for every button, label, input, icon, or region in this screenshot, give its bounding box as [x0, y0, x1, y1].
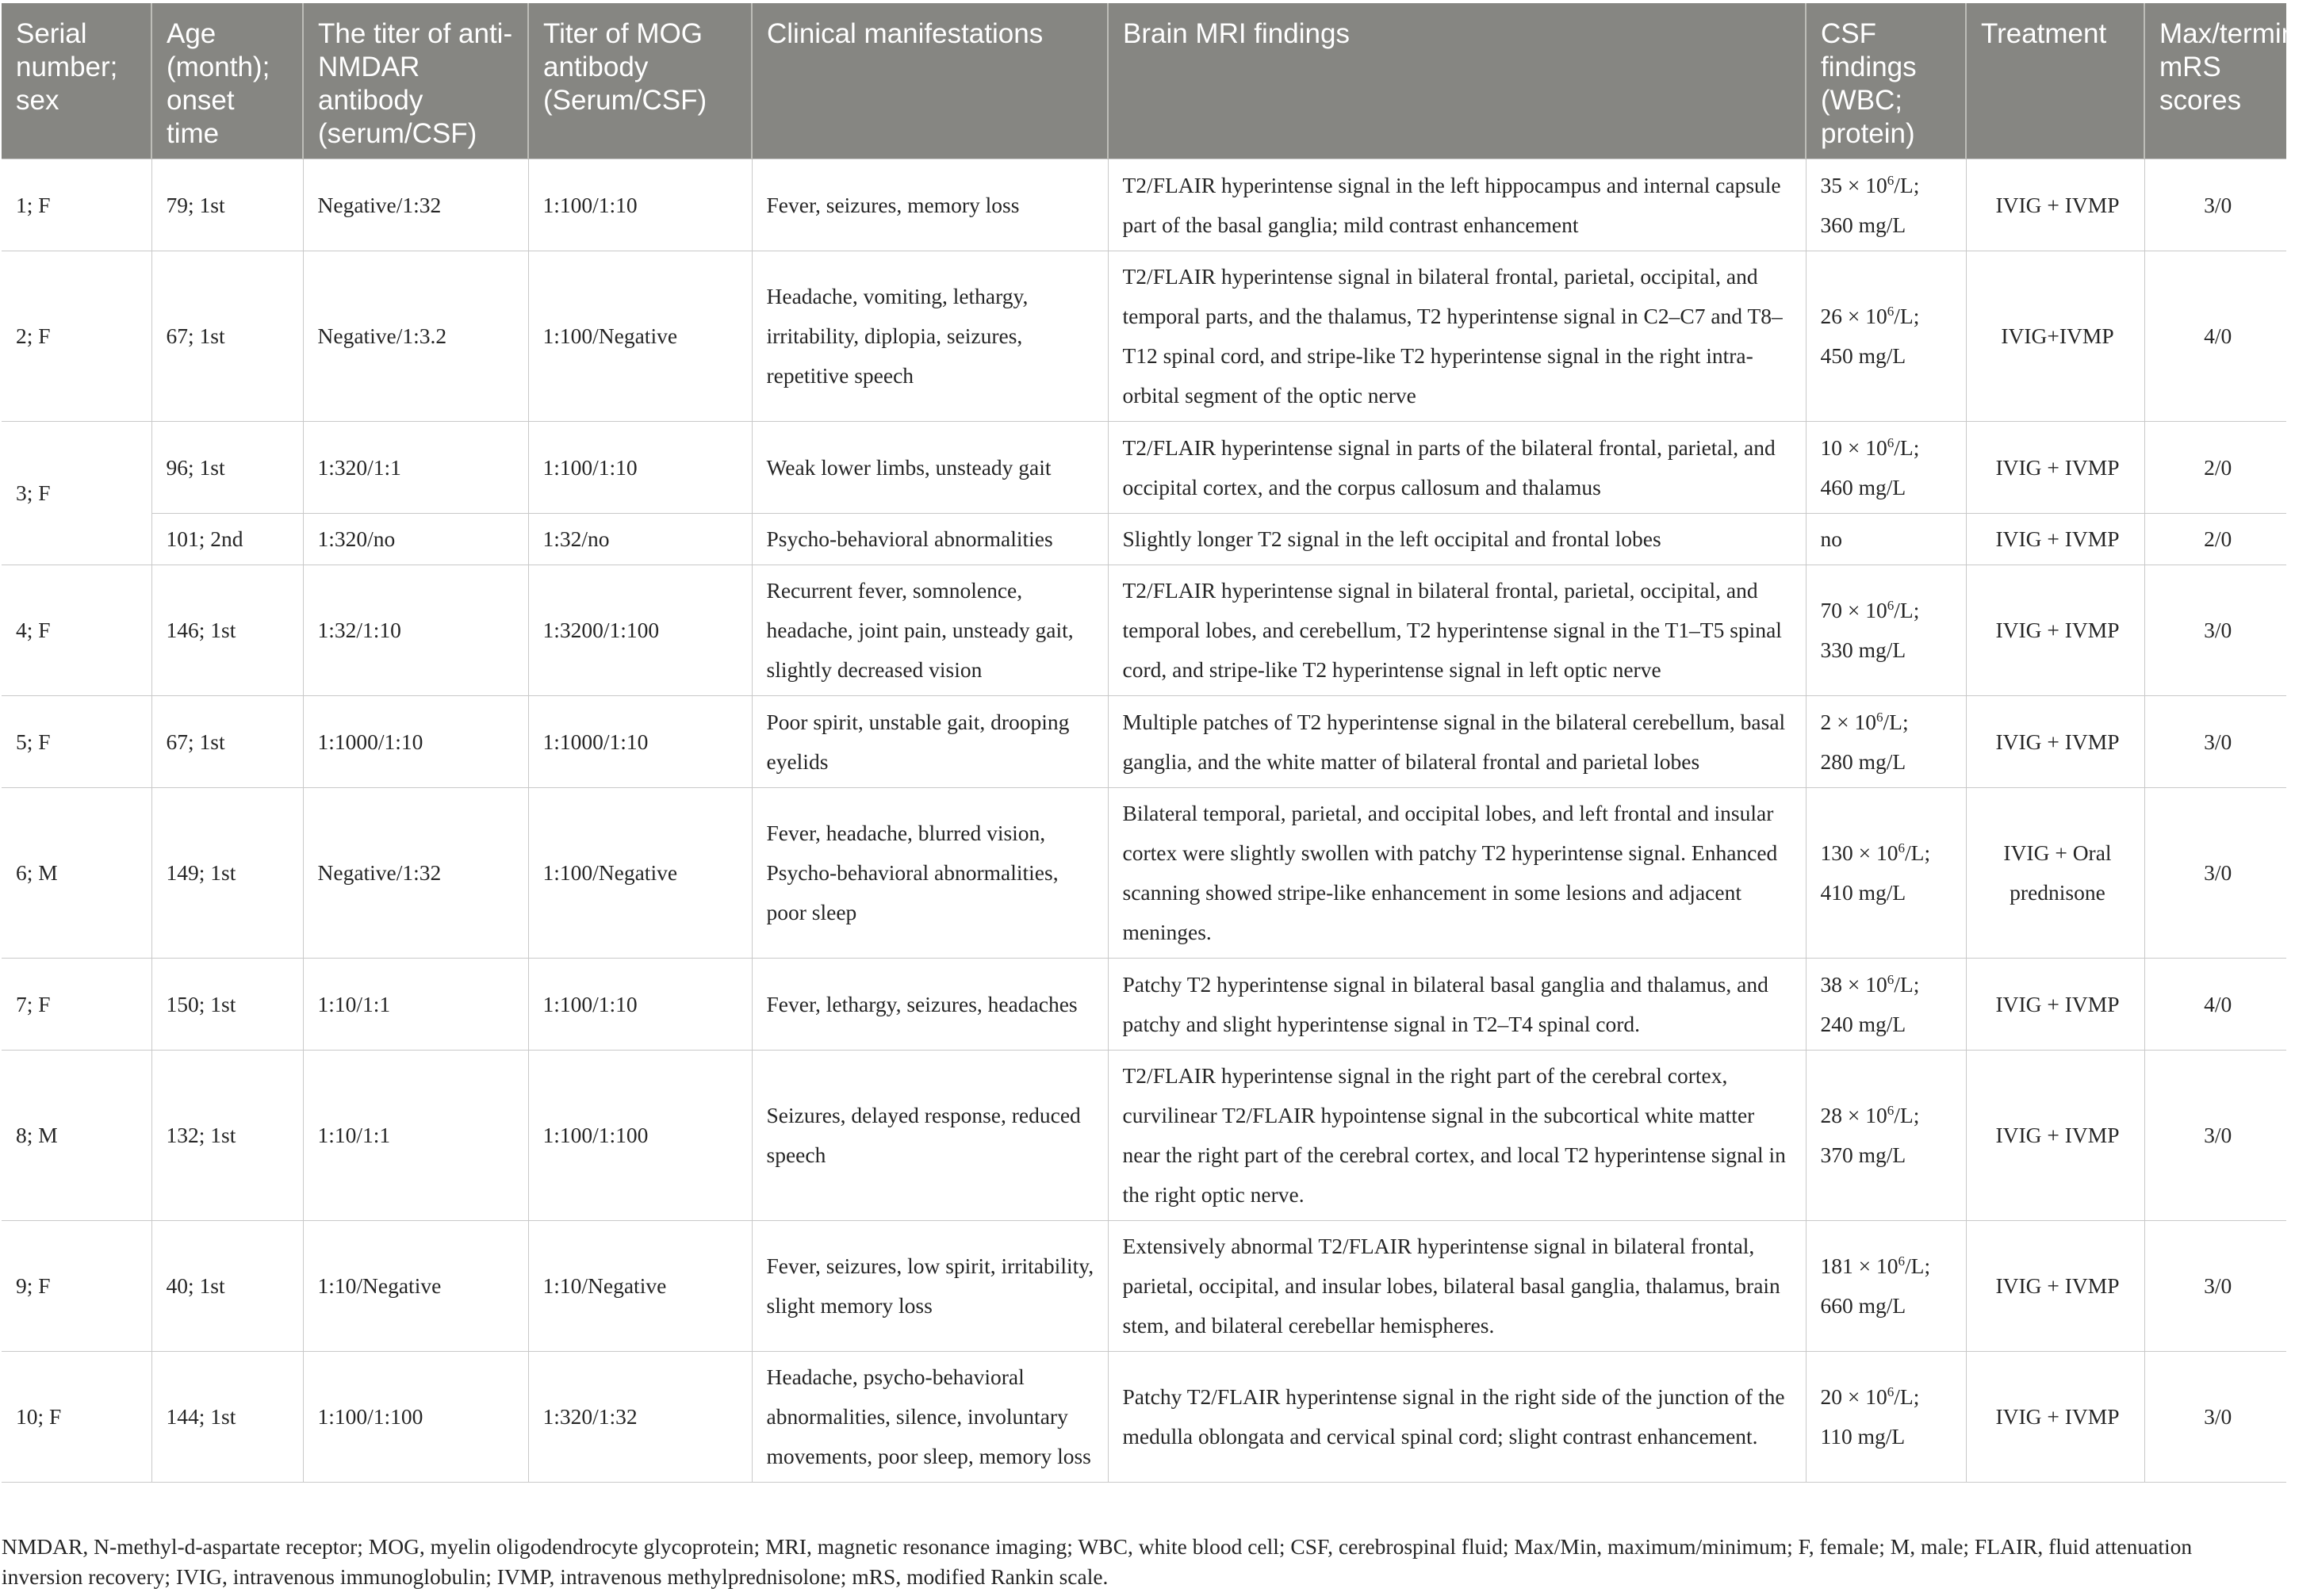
cell-mri: T2/FLAIR hyperintense signal in the right part of the cerebral cortex, curvilinear T2/FLAIR hypointense signal in the subcortical white matter near the right part of the cerebral cortex, and local T2 hyperintense signal in the right optic nerve. [1108, 1051, 1806, 1221]
cell-mog: 1:100/Negative [528, 788, 752, 959]
cell-nmdar: 1:320/1:1 [303, 422, 528, 514]
csf-wbc-exponent: 6 [1887, 1102, 1895, 1118]
cell-serial: 2; F [2, 251, 151, 422]
csf-wbc-unit: /L; [1894, 1384, 1920, 1409]
header-csf: CSF findings (WBC; protein) [1806, 3, 1966, 159]
cell-mog: 1:100/1:100 [528, 1051, 752, 1221]
cell-clinical: Weak lower limbs, unsteady gait [752, 422, 1108, 514]
cell-age: 149; 1st [151, 788, 303, 959]
cell-treatment: IVIG + IVMP [1966, 696, 2144, 788]
csf-protein: 330 mg/L [1820, 637, 1906, 662]
csf-text: no [1820, 526, 1842, 551]
cell-treatment: IVIG + IVMP [1966, 1221, 2144, 1352]
cell-mrs: 4/0 [2144, 251, 2286, 422]
cell-mrs: 3/0 [2144, 1221, 2286, 1352]
csf-wbc-unit: /L; [1894, 1103, 1920, 1127]
cell-csf [1806, 1051, 1966, 1221]
csf-wbc-exponent: 6 [1887, 1384, 1895, 1399]
cell-age: 67; 1st [151, 696, 303, 788]
cell-serial: 9; F [2, 1221, 151, 1352]
cell-nmdar: 1:320/no [303, 514, 528, 565]
cell-nmdar: 1:10/1:1 [303, 959, 528, 1051]
csf-wbc-unit: /L; [1894, 434, 1920, 460]
csf-protein: 360 mg/L [1820, 212, 1906, 237]
cell-serial: 5; F [2, 696, 151, 788]
csf-wbc-base: 2 × 10 [1820, 709, 1877, 734]
cell-csf [1806, 251, 1966, 422]
cell-csf [1806, 514, 1966, 565]
patients-table [2, 3, 2318, 1483]
cell-csf [1806, 1352, 1966, 1483]
cell-nmdar: 1:100/1:100 [303, 1352, 528, 1483]
cell-mog: 1:32/no [528, 514, 752, 565]
header-nmdar: The titer of anti-NMDAR antibody (serum/CSF) [303, 3, 528, 159]
cell-nmdar: 1:32/1:10 [303, 565, 528, 696]
csf-protein: 410 mg/L [1820, 880, 1906, 905]
header-clinical: Clinical manifestations [752, 3, 1108, 159]
cell-csf [1806, 1221, 1966, 1352]
cell-mog: 1:100/Negative [528, 251, 752, 422]
header-treatment: Treatment [1966, 3, 2144, 159]
cell-serial: 10; F [2, 1352, 151, 1483]
cell-mog: 1:100/1:10 [528, 422, 752, 514]
cell-mri: Bilateral temporal, parietal, and occipital lobes, and left frontal and insular cortex were slightly swollen with patchy T2 hyperintense signal. Enhanced scanning showed stripe-like enhancement in some lesions and adjacent meninges. [1108, 788, 1806, 959]
header-row [2, 3, 2286, 159]
table-row [2, 1221, 2286, 1352]
cell-mrs: 3/0 [2144, 159, 2286, 251]
cell-mri: Slightly longer T2 signal in the left occipital and frontal lobes [1108, 514, 1806, 565]
cell-serial: 4; F [2, 565, 151, 696]
cell-treatment: IVIG + IVMP [1966, 514, 2144, 565]
csf-wbc-base: 10 × 10 [1820, 434, 1887, 460]
cell-mri: Patchy T2 hyperintense signal in bilateral basal ganglia and thalamus, and patchy and slight hyperintense signal in T2–T4 spinal cord. [1108, 959, 1806, 1051]
cell-mri: T2/FLAIR hyperintense signal in bilateral frontal, parietal, occipital, and temporal parts, and the thalamus, T2 hyperintense signal in C2–C7 and T8–T12 spinal cord, and stripe-like T2 hyperintense signal in the right intra-orbital segment of the optic nerve [1108, 251, 1806, 422]
cell-csf [1806, 159, 1966, 251]
csf-protein: 460 mg/L [1820, 474, 1906, 499]
cell-clinical: Headache, vomiting, lethargy, irritability, diplopia, seizures, repetitive speech [752, 251, 1108, 422]
csf-wbc-exponent: 6 [1898, 1253, 1906, 1269]
csf-wbc-base: 38 × 10 [1820, 971, 1887, 997]
table-body [2, 159, 2286, 1483]
cell-age: 146; 1st [151, 565, 303, 696]
csf-wbc-base: 181 × 10 [1820, 1253, 1898, 1278]
cell-mog: 1:100/1:10 [528, 159, 752, 251]
csf-protein: 370 mg/L [1820, 1142, 1906, 1167]
csf-wbc-unit: /L; [1894, 598, 1920, 622]
cell-clinical: Poor spirit, unstable gait, drooping eyelids [752, 696, 1108, 788]
csf-wbc-exponent: 6 [1887, 434, 1895, 450]
cell-age: 79; 1st [151, 159, 303, 251]
csf-protein: 450 mg/L [1820, 343, 1906, 368]
csf-protein: 240 mg/L [1820, 1011, 1906, 1036]
csf-wbc-exponent: 6 [1887, 971, 1895, 987]
cell-mri: T2/FLAIR hyperintense signal in parts of the bilateral frontal, parietal, and occipital cortex, and the corpus callosum and thalamus [1108, 422, 1806, 514]
csf-wbc-exponent: 6 [1876, 709, 1883, 725]
cell-mri: T2/FLAIR hyperintense signal in the left hippocampus and internal capsule part of the basal ganglia; mild contrast enhancement [1108, 159, 1806, 251]
cell-mog: 1:10/Negative [528, 1221, 752, 1352]
cell-csf [1806, 788, 1966, 959]
cell-mrs: 4/0 [2144, 959, 2286, 1051]
cell-clinical: Seizures, delayed response, reduced speech [752, 1051, 1108, 1221]
cell-nmdar: 1:1000/1:10 [303, 696, 528, 788]
csf-wbc-base: 130 × 10 [1820, 840, 1898, 865]
cell-mrs: 3/0 [2144, 788, 2286, 959]
cell-csf [1806, 959, 1966, 1051]
cell-serial: 7; F [2, 959, 151, 1051]
cell-csf [1806, 565, 1966, 696]
cell-mri: T2/FLAIR hyperintense signal in bilateral frontal, parietal, occipital, and temporal lobes, and cerebellum, T2 hyperintense signal in the T1–T5 spinal cord, and stripe-like T2 hyperintense signal in left optic nerve [1108, 565, 1806, 696]
cell-clinical: Headache, psycho-behavioral abnormalities, silence, involuntary movements, poor sleep, memory loss [752, 1352, 1108, 1483]
cell-treatment: IVIG+IVMP [1966, 251, 2144, 422]
cell-age: 40; 1st [151, 1221, 303, 1352]
csf-wbc-base: 70 × 10 [1820, 598, 1887, 622]
table-row [2, 565, 2286, 696]
table-row [2, 422, 2286, 514]
cell-clinical: Fever, seizures, memory loss [752, 159, 1108, 251]
cell-csf [1806, 422, 1966, 514]
cell-age: 132; 1st [151, 1051, 303, 1221]
cell-mog: 1:1000/1:10 [528, 696, 752, 788]
cell-mog: 1:3200/1:100 [528, 565, 752, 696]
cell-nmdar: Negative/1:3.2 [303, 251, 528, 422]
header-mog: Titer of MOG antibody (Serum/CSF) [528, 3, 752, 159]
cell-serial: 3; F [2, 422, 151, 565]
csf-wbc-unit: /L; [1894, 971, 1920, 997]
table-row [2, 788, 2286, 959]
cell-nmdar: Negative/1:32 [303, 159, 528, 251]
cell-mrs: 3/0 [2144, 1051, 2286, 1221]
csf-wbc-exponent: 6 [1887, 597, 1895, 613]
csf-protein: 660 mg/L [1820, 1293, 1906, 1318]
cell-treatment: IVIG + IVMP [1966, 422, 2144, 514]
table-footnote: NMDAR, N-methyl-d-aspartate receptor; MOG, myelin oligodendrocyte glycoprotein; MRI, magnetic resonance imaging; WBC, white blood cell; CSF, cerebrospinal fluid; Max/Min, maximum/minimum; F, female; M, male; FLAIR, fluid attenuation inversion recovery; IVIG, intravenous immunoglobulin; IVMP, intravenous methylprednisolone; mRS, modified Rankin scale. [2, 1534, 2193, 1589]
csf-wbc-unit: /L; [1905, 840, 1931, 865]
table-row [2, 514, 2286, 565]
cell-treatment: IVIG + IVMP [1966, 959, 2144, 1051]
header-age: Age (month); onset time [151, 3, 303, 159]
cell-nmdar: Negative/1:32 [303, 788, 528, 959]
cell-treatment: IVIG + IVMP [1966, 1352, 2144, 1483]
cell-clinical: Recurrent fever, somnolence, headache, joint pain, unsteady gait, slightly decreased vision [752, 565, 1108, 696]
csf-wbc-base: 20 × 10 [1820, 1384, 1887, 1409]
cell-mrs: 2/0 [2144, 422, 2286, 514]
csf-wbc-exponent: 6 [1887, 303, 1895, 319]
csf-wbc-exponent: 6 [1887, 172, 1895, 188]
table-row [2, 1051, 2286, 1221]
cell-treatment: IVIG + IVMP [1966, 1051, 2144, 1221]
csf-wbc-base: 26 × 10 [1820, 304, 1887, 328]
cell-serial: 6; M [2, 788, 151, 959]
table-row [2, 251, 2286, 422]
csf-protein: 280 mg/L [1820, 748, 1906, 774]
cell-nmdar: 1:10/Negative [303, 1221, 528, 1352]
csf-wbc-base: 35 × 10 [1820, 172, 1887, 197]
header-mri: Brain MRI findings [1108, 3, 1806, 159]
cell-nmdar: 1:10/1:1 [303, 1051, 528, 1221]
cell-age: 96; 1st [151, 422, 303, 514]
cell-clinical: Fever, seizures, low spirit, irritability, slight memory loss [752, 1221, 1108, 1352]
cell-age: 150; 1st [151, 959, 303, 1051]
cell-mog: 1:320/1:32 [528, 1352, 752, 1483]
csf-wbc-unit: /L; [1883, 709, 1909, 734]
cell-serial: 1; F [2, 159, 151, 251]
cell-mrs: 2/0 [2144, 514, 2286, 565]
cell-mrs: 3/0 [2144, 696, 2286, 788]
cell-treatment: IVIG + IVMP [1966, 565, 2144, 696]
cell-mrs: 3/0 [2144, 1352, 2286, 1483]
csf-wbc-base: 28 × 10 [1820, 1103, 1887, 1127]
csf-wbc-unit: /L; [1905, 1253, 1931, 1278]
cell-treatment: IVIG + IVMP [1966, 159, 2144, 251]
cell-clinical: Fever, headache, blurred vision, Psycho-behavioral abnormalities, poor sleep [752, 788, 1108, 959]
cell-mri: Patchy T2/FLAIR hyperintense signal in the right side of the junction of the medulla oblongata and cervical spinal cord; slight contrast enhancement. [1108, 1352, 1806, 1483]
cell-age: 101; 2nd [151, 514, 303, 565]
csf-wbc-unit: /L; [1894, 172, 1920, 197]
table-row [2, 696, 2286, 788]
header-mrs: Max/terminal mRS scores [2144, 3, 2286, 159]
csf-wbc-exponent: 6 [1898, 840, 1906, 855]
cell-serial: 8; M [2, 1051, 151, 1221]
cell-mog: 1:100/1:10 [528, 959, 752, 1051]
cell-mrs: 3/0 [2144, 565, 2286, 696]
csf-protein: 110 mg/L [1820, 1424, 1906, 1449]
cell-treatment: IVIG + Oral prednisone [1966, 788, 2144, 959]
cell-mri: Multiple patches of T2 hyperintense signal in the bilateral cerebellum, basal ganglia, and the white matter of bilateral frontal and parietal lobes [1108, 696, 1806, 788]
cell-age: 67; 1st [151, 251, 303, 422]
table-row [2, 159, 2286, 251]
table-row [2, 1352, 2286, 1483]
cell-clinical: Fever, lethargy, seizures, headaches [752, 959, 1108, 1051]
cell-csf [1806, 696, 1966, 788]
header-serial: Serial number; sex [2, 3, 151, 159]
cell-clinical: Psycho-behavioral abnormalities [752, 514, 1108, 565]
table-header [2, 3, 2318, 159]
table-row [2, 959, 2286, 1051]
csf-wbc-unit: /L; [1894, 304, 1920, 328]
cell-mri: Extensively abnormal T2/FLAIR hyperintense signal in bilateral frontal, parietal, occipital, and insular lobes, bilateral basal ganglia, thalamus, brain stem, and bilateral cerebellar hemispheres. [1108, 1221, 1806, 1352]
cell-age: 144; 1st [151, 1352, 303, 1483]
